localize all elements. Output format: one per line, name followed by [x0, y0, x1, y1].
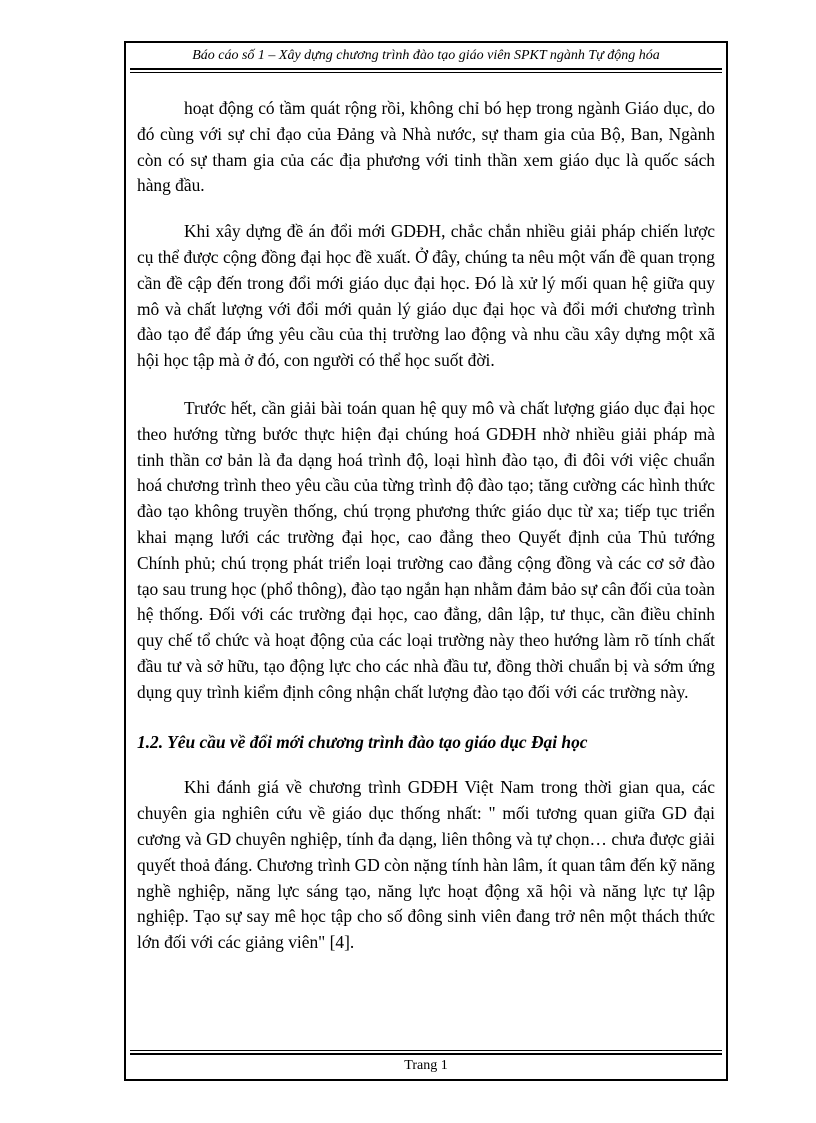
- footer-rule-top: [130, 1050, 722, 1051]
- footer-rule-bottom: [130, 1053, 722, 1055]
- paragraph-2: Khi xây dựng đề án đổi mới GDĐH, chắc chắn nhiều giải pháp chiến lược cụ thể được cộng đồng đại học đề xuất. Ở đây, chúng ta nêu một vấn đề quan trọng cần đề cập đến trong đổi mới giáo dục đại học. Đó là xử lý mối quan hệ giữa quy mô và chất lượng với đổi mới quản lý giáo dục đại học và đổi mới chương trình đào tạo để đáp ứng yêu cầu của thị trường lao động và nhu cầu xây dựng một xã hội học tập mà ở đó, con người có thể học suốt đời.: [137, 221, 715, 371]
- running-header: Báo cáo số 1 – Xây dựng chương trình đào tạo giáo viên SPKT ngành Tự động hóa: [192, 48, 660, 63]
- paragraph-1: hoạt động có tầm quát rộng rồi, không chỉ bó hẹp trong ngành Giáo dục, do đó cùng với sự chỉ đạo của Đảng và Nhà nước, sự tham gia của Bộ, Ban, Ngành còn có sự tham gia của các địa phương với tinh thần xem giáo dục là quốc sách hàng đầu.: [137, 98, 715, 196]
- header-rule-bottom: [130, 72, 722, 73]
- document-body: [137, 96, 715, 978]
- header-rule-top: [130, 68, 722, 70]
- section-heading: 1.2. Yêu cầu về đổi mới chương trình đào tạo giáo dục Đại học: [137, 731, 588, 752]
- paragraph-3: Trước hết, cần giải bài toán quan hệ quy mô và chất lượng giáo dục đại học theo hướng từng bước thực hiện đại chúng hoá GDĐH nhờ nhiều giải pháp mà tinh thần cơ bản là đa dạng hoá trình độ, loại hình đào tạo, đi đôi với việc chuẩn hoá chương trình theo yêu cầu của từng trình độ đào tạo; tăng cường các hình thức đào tạo không truyền thống, chú trọng phương thức giáo dục từ xa; tiếp tục triển khai mạng lưới các trường đại học, cao đẳng theo Quyết định của Thủ tướng Chính phủ; chú trọng phát triển loại trường cao đẳng cộng đồng và các cơ sở đào tạo sau trung học (phổ thông), đào tạo ngắn hạn nhằm đảm bảo sự cân đối của toàn hệ thống. Đối với các trường đại học, cao đẳng, dân lập, tư thục, cần điều chỉnh quy chế tổ chức và hoạt động của các loại trường này theo hướng làm rõ tính chất đầu tư và sở hữu, tạo động lực cho các nhà đầu tư, đồng thời chuẩn bị và sớm ứng dụng quy trình kiểm định công nhận chất lượng đào tạo đối với các trường này.: [137, 397, 715, 702]
- page-number: Trang 1: [404, 1058, 448, 1073]
- paragraph-4: Khi đánh giá về chương trình GDĐH Việt Nam trong thời gian qua, các chuyên gia nghiên cứu về giáo dục thống nhất: " mối tương quan giữa GD đại cương và GD chuyên nghiệp, tính đa dạng, liên thông và tự chọn… chưa được giải quyết thoả đáng. Chương trình GD còn nặng tính hàn lâm, ít quan tâm đến kỹ năng nghề nghiệp, năng lực sáng tạo, năng lực hoạt động xã hội và năng lực tự lập nghiệp. Tạo sự say mê học tập cho số đông sinh viên đang trở nên một thách thức lớn đối với các giảng viên" [4].: [137, 777, 715, 953]
